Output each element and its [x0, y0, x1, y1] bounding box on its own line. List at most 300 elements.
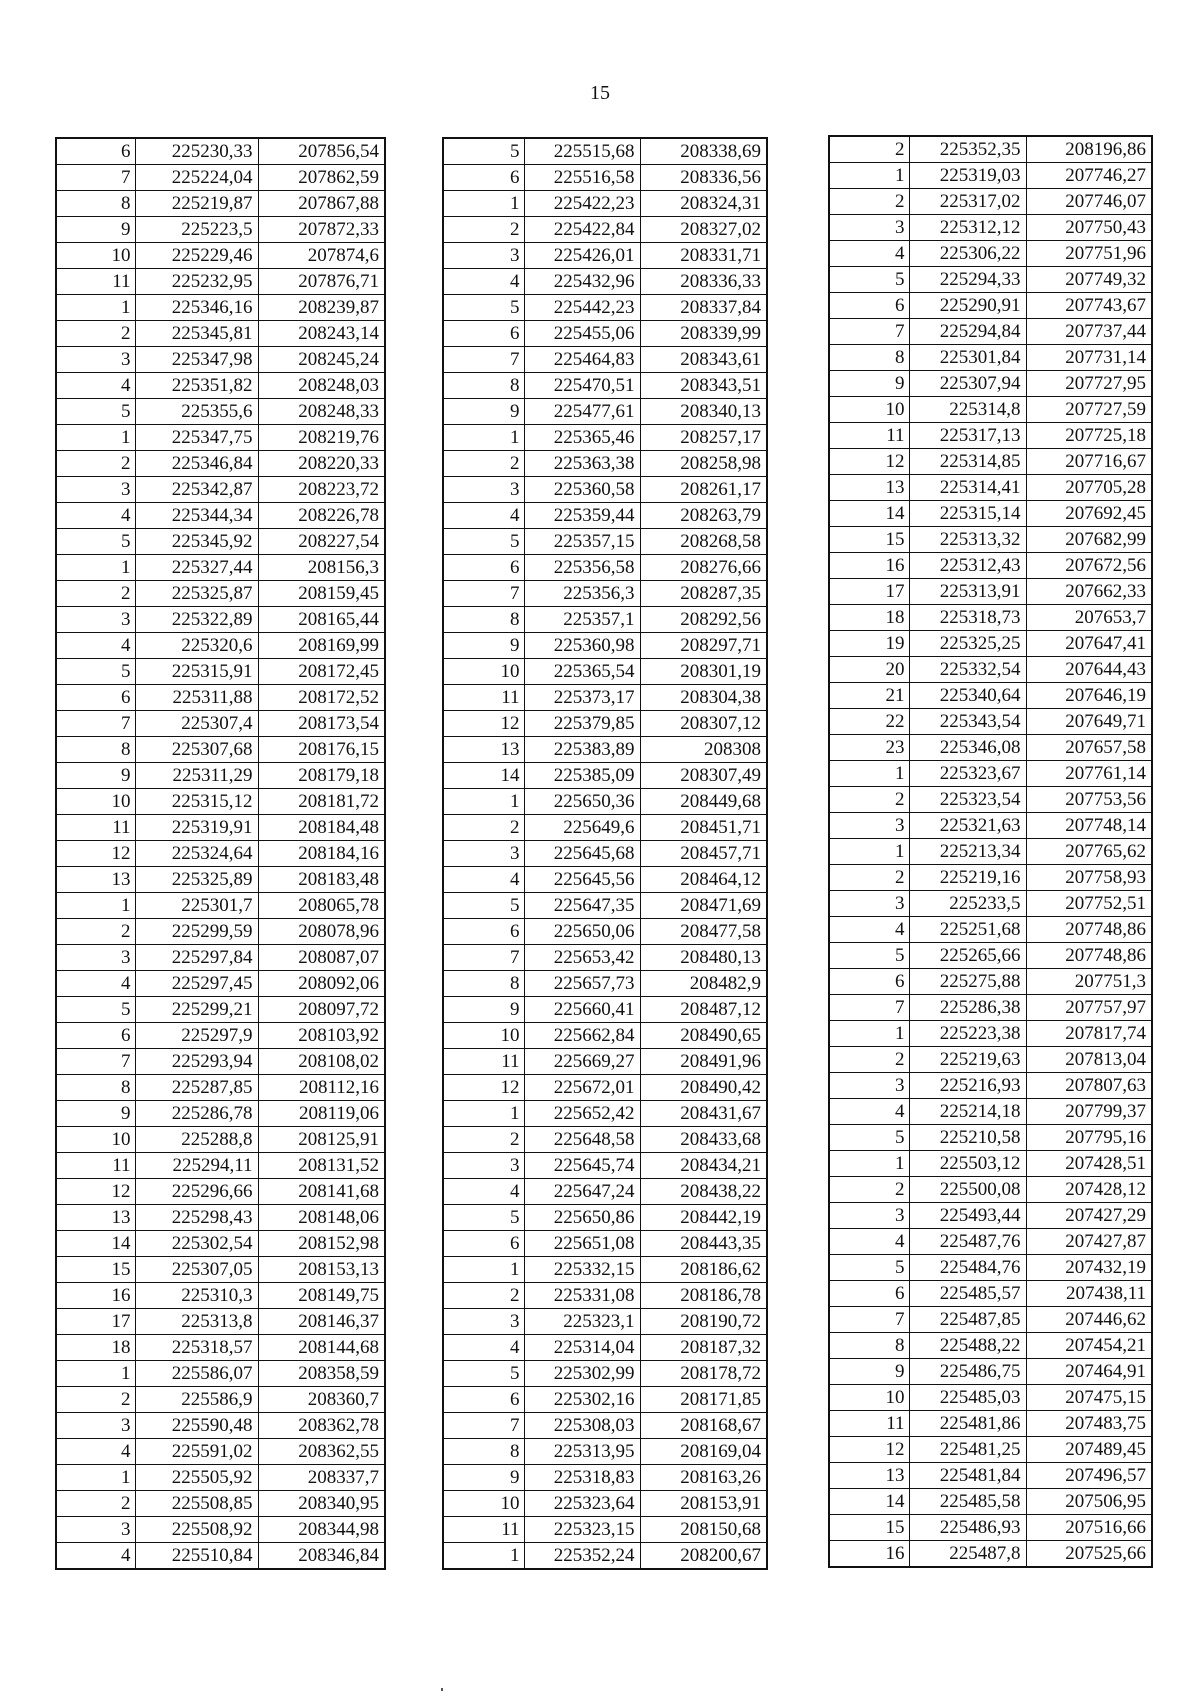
y-coordinate-cell: 207727,95 [1026, 371, 1152, 397]
y-coordinate-cell: 208176,15 [258, 737, 385, 763]
table-row [443, 893, 767, 919]
table-row [56, 191, 385, 217]
x-coordinate-cell: 225645,56 [524, 867, 640, 893]
coordinates-table-right [828, 135, 1153, 1568]
point-number-cell: 7 [443, 581, 524, 607]
x-coordinate-cell: 225265,66 [909, 943, 1026, 969]
point-number-cell: 7 [56, 165, 135, 191]
table-row [829, 709, 1152, 735]
y-coordinate-cell: 207483,75 [1026, 1411, 1152, 1437]
y-coordinate-cell: 207752,51 [1026, 891, 1152, 917]
point-number-cell: 4 [443, 1335, 524, 1361]
table-row [829, 579, 1152, 605]
point-number-cell: 2 [829, 787, 909, 813]
table-row [443, 1101, 767, 1127]
x-coordinate-cell: 225301,7 [135, 893, 258, 919]
table-row [443, 867, 767, 893]
x-coordinate-cell: 225219,63 [909, 1047, 1026, 1073]
table-row [829, 136, 1152, 163]
y-coordinate-cell: 207748,14 [1026, 813, 1152, 839]
table-row [829, 1411, 1152, 1437]
x-coordinate-cell: 225287,85 [135, 1075, 258, 1101]
table-row [443, 347, 767, 373]
y-coordinate-cell: 207525,66 [1026, 1541, 1152, 1568]
y-coordinate-cell: 208163,26 [640, 1465, 767, 1491]
x-coordinate-cell: 225325,25 [909, 631, 1026, 657]
table-row [56, 1309, 385, 1335]
table-row [829, 1541, 1152, 1568]
table-row [829, 1385, 1152, 1411]
point-number-cell: 1 [829, 163, 909, 189]
x-coordinate-cell: 225216,93 [909, 1073, 1026, 1099]
x-coordinate-cell: 225355,6 [135, 399, 258, 425]
table-row [443, 997, 767, 1023]
y-coordinate-cell: 208339,99 [640, 321, 767, 347]
point-number-cell: 4 [443, 867, 524, 893]
point-number-cell: 6 [443, 165, 524, 191]
x-coordinate-cell: 225345,92 [135, 529, 258, 555]
x-coordinate-cell: 225648,58 [524, 1127, 640, 1153]
table-row [443, 971, 767, 997]
x-coordinate-cell: 225331,08 [524, 1283, 640, 1309]
point-number-cell: 14 [56, 1231, 135, 1257]
point-number-cell: 7 [56, 711, 135, 737]
y-coordinate-cell: 208307,49 [640, 763, 767, 789]
y-coordinate-cell: 207427,87 [1026, 1229, 1152, 1255]
point-number-cell: 12 [829, 449, 909, 475]
point-number-cell: 12 [443, 1075, 524, 1101]
x-coordinate-cell: 225298,43 [135, 1205, 258, 1231]
x-coordinate-cell: 225662,84 [524, 1023, 640, 1049]
y-coordinate-cell: 207428,12 [1026, 1177, 1152, 1203]
table-row [829, 1203, 1152, 1229]
x-coordinate-cell: 225487,8 [909, 1541, 1026, 1568]
y-coordinate-cell: 208340,95 [258, 1491, 385, 1517]
x-coordinate-cell: 225500,08 [909, 1177, 1026, 1203]
table-row [829, 1489, 1152, 1515]
y-coordinate-cell: 208190,72 [640, 1309, 767, 1335]
x-coordinate-cell: 225323,54 [909, 787, 1026, 813]
x-coordinate-cell: 225365,46 [524, 425, 640, 451]
table-row [829, 1307, 1152, 1333]
table-row [56, 1231, 385, 1257]
y-coordinate-cell: 208438,22 [640, 1179, 767, 1205]
point-number-cell: 7 [443, 347, 524, 373]
table-row [56, 1439, 385, 1465]
y-coordinate-cell: 207432,19 [1026, 1255, 1152, 1281]
table-row [829, 397, 1152, 423]
x-coordinate-cell: 225442,23 [524, 295, 640, 321]
point-number-cell: 10 [56, 789, 135, 815]
point-number-cell: 3 [443, 1153, 524, 1179]
x-coordinate-cell: 225432,96 [524, 269, 640, 295]
y-coordinate-cell: 208149,75 [258, 1283, 385, 1309]
y-coordinate-cell: 208103,92 [258, 1023, 385, 1049]
point-number-cell: 21 [829, 683, 909, 709]
y-coordinate-cell: 208087,07 [258, 945, 385, 971]
y-coordinate-cell: 208331,71 [640, 243, 767, 269]
y-coordinate-cell: 208097,72 [258, 997, 385, 1023]
y-coordinate-cell: 208245,24 [258, 347, 385, 373]
point-number-cell: 22 [829, 709, 909, 735]
y-coordinate-cell: 208226,78 [258, 503, 385, 529]
table-row [56, 1257, 385, 1283]
table-row [443, 217, 767, 243]
table-row [829, 605, 1152, 631]
table-row [443, 373, 767, 399]
x-coordinate-cell: 225347,75 [135, 425, 258, 451]
x-coordinate-cell: 225294,84 [909, 319, 1026, 345]
y-coordinate-cell: 208144,68 [258, 1335, 385, 1361]
point-number-cell: 12 [829, 1437, 909, 1463]
x-coordinate-cell: 225493,44 [909, 1203, 1026, 1229]
table-row [443, 191, 767, 217]
x-coordinate-cell: 225325,87 [135, 581, 258, 607]
y-coordinate-cell: 207516,66 [1026, 1515, 1152, 1541]
x-coordinate-cell: 225481,25 [909, 1437, 1026, 1463]
x-coordinate-cell: 225373,17 [524, 685, 640, 711]
table-row [56, 1075, 385, 1101]
x-coordinate-cell: 225306,22 [909, 241, 1026, 267]
x-coordinate-cell: 225219,87 [135, 191, 258, 217]
point-number-cell: 4 [56, 373, 135, 399]
table-row [56, 1413, 385, 1439]
x-coordinate-cell: 225297,84 [135, 945, 258, 971]
x-coordinate-cell: 225301,84 [909, 345, 1026, 371]
y-coordinate-cell: 208346,84 [258, 1543, 385, 1570]
y-coordinate-cell: 207454,21 [1026, 1333, 1152, 1359]
point-number-cell: 3 [829, 813, 909, 839]
table-row [56, 1283, 385, 1309]
y-coordinate-cell: 208336,56 [640, 165, 767, 191]
x-coordinate-cell: 225356,58 [524, 555, 640, 581]
x-coordinate-cell: 225647,35 [524, 893, 640, 919]
x-coordinate-cell: 225650,36 [524, 789, 640, 815]
table-row [829, 969, 1152, 995]
y-coordinate-cell: 208482,9 [640, 971, 767, 997]
x-coordinate-cell: 225313,95 [524, 1439, 640, 1465]
y-coordinate-cell: 207856,54 [258, 138, 385, 165]
y-coordinate-cell: 207731,14 [1026, 345, 1152, 371]
table-row [443, 1049, 767, 1075]
table-row [443, 1075, 767, 1101]
x-coordinate-cell: 225422,23 [524, 191, 640, 217]
y-coordinate-cell: 208297,71 [640, 633, 767, 659]
point-number-cell: 5 [443, 138, 524, 165]
y-coordinate-cell: 208112,16 [258, 1075, 385, 1101]
point-number-cell: 5 [56, 399, 135, 425]
y-coordinate-cell: 208125,91 [258, 1127, 385, 1153]
table-row [56, 1153, 385, 1179]
y-coordinate-cell: 208287,35 [640, 581, 767, 607]
point-number-cell: 16 [829, 553, 909, 579]
y-coordinate-cell: 208301,19 [640, 659, 767, 685]
y-coordinate-cell: 208337,7 [258, 1465, 385, 1491]
table-row [443, 763, 767, 789]
table-row [443, 1231, 767, 1257]
table-row [56, 295, 385, 321]
y-coordinate-cell: 208257,17 [640, 425, 767, 451]
point-number-cell: 9 [443, 633, 524, 659]
table-row [56, 1491, 385, 1517]
point-number-cell: 5 [56, 529, 135, 555]
y-coordinate-cell: 208261,17 [640, 477, 767, 503]
y-coordinate-cell: 208200,67 [640, 1543, 767, 1570]
y-coordinate-cell: 208219,76 [258, 425, 385, 451]
point-number-cell: 7 [829, 319, 909, 345]
x-coordinate-cell: 225312,12 [909, 215, 1026, 241]
y-coordinate-cell: 208183,48 [258, 867, 385, 893]
x-coordinate-cell: 225312,43 [909, 553, 1026, 579]
x-coordinate-cell: 225669,27 [524, 1049, 640, 1075]
point-number-cell: 17 [56, 1309, 135, 1335]
point-number-cell: 3 [829, 1073, 909, 1099]
point-number-cell: 11 [56, 269, 135, 295]
y-coordinate-cell: 207748,86 [1026, 943, 1152, 969]
y-coordinate-cell: 207872,33 [258, 217, 385, 243]
y-coordinate-cell: 207716,67 [1026, 449, 1152, 475]
x-coordinate-cell: 225660,41 [524, 997, 640, 1023]
point-number-cell: 1 [56, 425, 135, 451]
x-coordinate-cell: 225327,44 [135, 555, 258, 581]
point-number-cell: 6 [56, 685, 135, 711]
x-coordinate-cell: 225314,85 [909, 449, 1026, 475]
y-coordinate-cell: 208451,71 [640, 815, 767, 841]
x-coordinate-cell: 225485,58 [909, 1489, 1026, 1515]
table-row [443, 269, 767, 295]
y-coordinate-cell: 207813,04 [1026, 1047, 1152, 1073]
table-row [56, 399, 385, 425]
point-number-cell: 4 [56, 1439, 135, 1465]
y-coordinate-cell: 208146,37 [258, 1309, 385, 1335]
point-number-cell: 8 [829, 1333, 909, 1359]
table-row [443, 1465, 767, 1491]
table-row [56, 451, 385, 477]
y-coordinate-cell: 207647,41 [1026, 631, 1152, 657]
x-coordinate-cell: 225286,38 [909, 995, 1026, 1021]
y-coordinate-cell: 208248,33 [258, 399, 385, 425]
x-coordinate-cell: 225232,95 [135, 269, 258, 295]
point-number-cell: 3 [443, 477, 524, 503]
point-number-cell: 3 [56, 347, 135, 373]
x-coordinate-cell: 225307,94 [909, 371, 1026, 397]
table-row [829, 215, 1152, 241]
y-coordinate-cell: 208490,42 [640, 1075, 767, 1101]
point-number-cell: 13 [56, 867, 135, 893]
point-number-cell: 10 [443, 1491, 524, 1517]
x-coordinate-cell: 225351,82 [135, 373, 258, 399]
point-number-cell: 3 [829, 1203, 909, 1229]
point-number-cell: 9 [443, 1465, 524, 1491]
point-number-cell: 5 [829, 1255, 909, 1281]
x-coordinate-cell: 225297,9 [135, 1023, 258, 1049]
point-number-cell: 7 [56, 1049, 135, 1075]
x-coordinate-cell: 225343,54 [909, 709, 1026, 735]
x-coordinate-cell: 225294,11 [135, 1153, 258, 1179]
table-row [829, 345, 1152, 371]
table-row [443, 581, 767, 607]
x-coordinate-cell: 225313,8 [135, 1309, 258, 1335]
point-number-cell: 11 [56, 1153, 135, 1179]
point-number-cell: 4 [443, 1179, 524, 1205]
table-row [443, 425, 767, 451]
table-row [443, 841, 767, 867]
table-row [829, 761, 1152, 787]
x-coordinate-cell: 225314,41 [909, 475, 1026, 501]
y-coordinate-cell: 207496,57 [1026, 1463, 1152, 1489]
y-coordinate-cell: 208172,52 [258, 685, 385, 711]
y-coordinate-cell: 207672,56 [1026, 553, 1152, 579]
x-coordinate-cell: 225275,88 [909, 969, 1026, 995]
table-row [56, 347, 385, 373]
x-coordinate-cell: 225315,12 [135, 789, 258, 815]
y-coordinate-cell: 208152,98 [258, 1231, 385, 1257]
table-row [443, 1153, 767, 1179]
table-row [829, 1073, 1152, 1099]
y-coordinate-cell: 208150,68 [640, 1517, 767, 1543]
point-number-cell: 5 [829, 943, 909, 969]
y-coordinate-cell: 208324,31 [640, 191, 767, 217]
table-row [443, 1309, 767, 1335]
x-coordinate-cell: 225322,89 [135, 607, 258, 633]
point-number-cell: 5 [829, 267, 909, 293]
table-row [829, 1047, 1152, 1073]
table-row [56, 1335, 385, 1361]
point-number-cell: 1 [56, 295, 135, 321]
x-coordinate-cell: 225650,86 [524, 1205, 640, 1231]
y-coordinate-cell: 207757,97 [1026, 995, 1152, 1021]
x-coordinate-cell: 225313,32 [909, 527, 1026, 553]
table-row [829, 501, 1152, 527]
x-coordinate-cell: 225321,63 [909, 813, 1026, 839]
table-row [443, 529, 767, 555]
y-coordinate-cell: 208173,54 [258, 711, 385, 737]
point-number-cell: 3 [56, 1413, 135, 1439]
y-coordinate-cell: 208187,32 [640, 1335, 767, 1361]
point-number-cell: 2 [829, 136, 909, 163]
point-number-cell: 6 [443, 1387, 524, 1413]
point-number-cell: 8 [443, 607, 524, 633]
point-number-cell: 1 [56, 1361, 135, 1387]
table-row [56, 1205, 385, 1231]
y-coordinate-cell: 207751,3 [1026, 969, 1152, 995]
y-coordinate-cell: 208268,58 [640, 529, 767, 555]
point-number-cell: 8 [443, 971, 524, 997]
y-coordinate-cell: 207438,11 [1026, 1281, 1152, 1307]
point-number-cell: 15 [829, 1515, 909, 1541]
x-coordinate-cell: 225485,03 [909, 1385, 1026, 1411]
table-row [443, 1335, 767, 1361]
y-coordinate-cell: 207644,43 [1026, 657, 1152, 683]
table-row [829, 1437, 1152, 1463]
point-number-cell: 13 [443, 737, 524, 763]
y-coordinate-cell: 207692,45 [1026, 501, 1152, 527]
table-row [829, 241, 1152, 267]
x-coordinate-cell: 225319,91 [135, 815, 258, 841]
table-row [56, 243, 385, 269]
x-coordinate-cell: 225307,68 [135, 737, 258, 763]
y-coordinate-cell: 207657,58 [1026, 735, 1152, 761]
point-number-cell: 11 [829, 1411, 909, 1437]
y-coordinate-cell: 208340,13 [640, 399, 767, 425]
table-row [56, 607, 385, 633]
y-coordinate-cell: 207765,62 [1026, 839, 1152, 865]
x-coordinate-cell: 225314,8 [909, 397, 1026, 423]
x-coordinate-cell: 225311,88 [135, 685, 258, 711]
y-coordinate-cell: 207748,86 [1026, 917, 1152, 943]
table-row [56, 477, 385, 503]
table-row [829, 1359, 1152, 1385]
x-coordinate-cell: 225363,38 [524, 451, 640, 477]
table-row [829, 267, 1152, 293]
y-coordinate-cell: 208227,54 [258, 529, 385, 555]
x-coordinate-cell: 225318,83 [524, 1465, 640, 1491]
x-coordinate-cell: 225346,08 [909, 735, 1026, 761]
y-coordinate-cell: 207682,99 [1026, 527, 1152, 553]
x-coordinate-cell: 225586,9 [135, 1387, 258, 1413]
x-coordinate-cell: 225383,89 [524, 737, 640, 763]
table-row [829, 553, 1152, 579]
table-row [56, 1361, 385, 1387]
y-coordinate-cell: 208292,56 [640, 607, 767, 633]
y-coordinate-cell: 208477,58 [640, 919, 767, 945]
point-number-cell: 12 [443, 711, 524, 737]
table-row [829, 865, 1152, 891]
y-coordinate-cell: 208169,99 [258, 633, 385, 659]
x-coordinate-cell: 225340,64 [909, 683, 1026, 709]
table-row [443, 1023, 767, 1049]
x-coordinate-cell: 225210,58 [909, 1125, 1026, 1151]
x-coordinate-cell: 225360,98 [524, 633, 640, 659]
x-coordinate-cell: 225224,04 [135, 165, 258, 191]
y-coordinate-cell: 207867,88 [258, 191, 385, 217]
point-number-cell: 2 [443, 1127, 524, 1153]
y-coordinate-cell: 207506,95 [1026, 1489, 1152, 1515]
y-coordinate-cell: 208337,84 [640, 295, 767, 321]
y-coordinate-cell: 207746,27 [1026, 163, 1152, 189]
x-coordinate-cell: 225385,09 [524, 763, 640, 789]
y-coordinate-cell: 208434,21 [640, 1153, 767, 1179]
table-row [443, 737, 767, 763]
y-coordinate-cell: 208196,86 [1026, 136, 1152, 163]
point-number-cell: 6 [443, 919, 524, 945]
point-number-cell: 6 [829, 969, 909, 995]
x-coordinate-cell: 225344,34 [135, 503, 258, 529]
table-row [443, 321, 767, 347]
y-coordinate-cell: 208258,98 [640, 451, 767, 477]
x-coordinate-cell: 225346,16 [135, 295, 258, 321]
y-coordinate-cell: 208169,04 [640, 1439, 767, 1465]
point-number-cell: 5 [56, 997, 135, 1023]
x-coordinate-cell: 225315,91 [135, 659, 258, 685]
y-coordinate-cell: 207761,14 [1026, 761, 1152, 787]
x-coordinate-cell: 225485,57 [909, 1281, 1026, 1307]
y-coordinate-cell: 208153,91 [640, 1491, 767, 1517]
table-row [56, 763, 385, 789]
y-coordinate-cell: 207489,45 [1026, 1437, 1152, 1463]
y-coordinate-cell: 208184,16 [258, 841, 385, 867]
point-number-cell: 9 [56, 1101, 135, 1127]
point-number-cell: 4 [56, 1543, 135, 1570]
table-row [56, 1049, 385, 1075]
x-coordinate-cell: 225516,58 [524, 165, 640, 191]
y-coordinate-cell: 208304,38 [640, 685, 767, 711]
point-number-cell: 16 [56, 1283, 135, 1309]
point-number-cell: 10 [443, 1023, 524, 1049]
table-row [56, 997, 385, 1023]
point-number-cell: 23 [829, 735, 909, 761]
point-number-cell: 10 [443, 659, 524, 685]
